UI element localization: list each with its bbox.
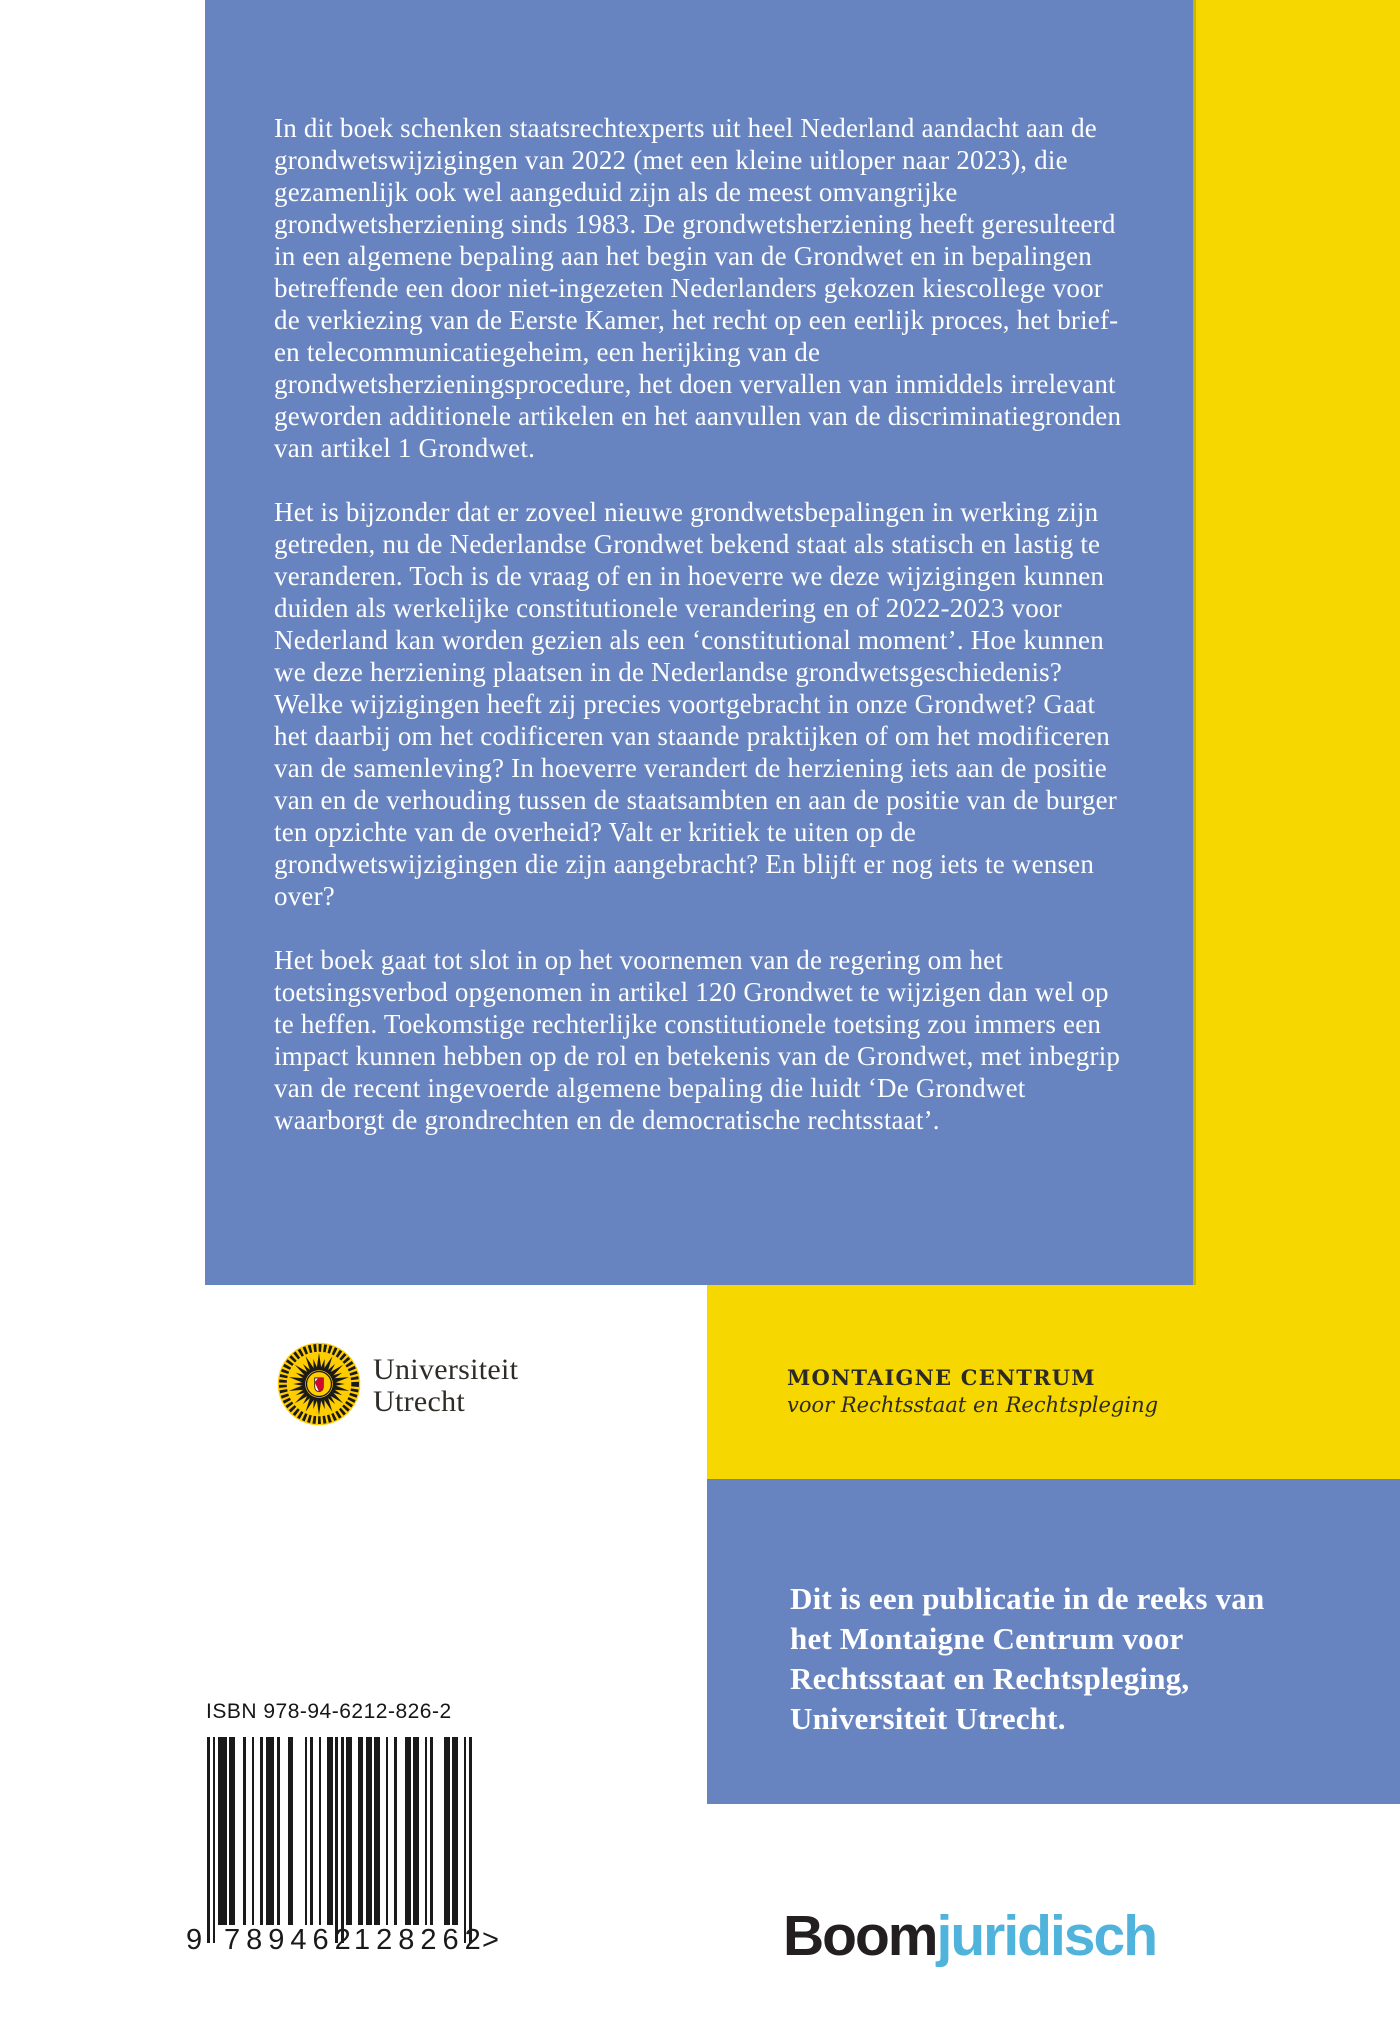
- barcode-digit-group1: 789462: [224, 1924, 357, 1956]
- ean-barcode: [207, 1737, 472, 1943]
- publisher-logo-boom: Boom: [783, 1904, 937, 1968]
- uu-wordmark-line2: Utrecht: [373, 1385, 466, 1418]
- isbn-label: ISBN 978-94-6212-826-2: [206, 1700, 452, 1723]
- uu-wordmark-line1: Universiteit: [373, 1353, 519, 1386]
- blurb-paragraph-3: Het boek gaat tot slot in op het voornemen van de regering om het toetsingsverbod opgenomen in artikel 120 Grondwet te wijzigen dan wel op te heffen. Toekomstige rechterlijke constitutionele toetsing zou immers een impact kunnen hebben op de rol en betekenis van de Grondwet, met inbegrip van de recent ingevoerde algemene bepaling die luidt ‘De Grondwet waarborgt de grondrechten en de democratische rechtsstaat’.: [274, 945, 1121, 1135]
- publication-note: Dit is een publicatie in de reeks van het Montaigne Centrum voor Rechtsstaat en Rechtspleging, Universiteit Utrecht.: [790, 1581, 1265, 1736]
- blurb-paragraph-2: Het is bijzonder dat er zoveel nieuwe grondwetsbepalingen in werking zijn getreden, nu de Nederlandse Grondwet bekend staat als statisch en lastig te veranderen. Toch is de vraag of en in hoeverre we deze wijzigingen kunnen duiden als werkelijke constitutionele verandering en of 2022-2023 voor Nederland kan worden gezien als een ‘constitutional moment’. Hoe kunnen we deze herziening plaatsen in de Nederlandse grondwetsgeschiedenis? Welke wijzigingen heeft zij precies voortgebracht in onze Grondwet? Gaat het daarbij om het codificeren van staande praktijken of om het modificeren van de samenleving? In hoeverre verandert de herziening iets aan de positie van en de verhouding tussen de staatsambten en aan de positie van de burger ten opzichte van de overheid? Valt er kritiek te uiten op de grondwetswijzigingen die zijn aangebracht? En blijft er nog iets te wensen over?: [274, 497, 1117, 911]
- barcode-digit-lead: 9: [186, 1924, 203, 1956]
- uu-sun-logo-icon: [276, 1341, 362, 1427]
- yellow-side-strip: [1193, 0, 1400, 1285]
- blurb-paragraph-1: In dit boek schenken staatsrechtexperts uit heel Nederland aandacht aan de grondwetswijzigingen van 2022 (met een kleine uitloper naar 2023), die gezamenlijk ook wel aangeduid zijn als de meest omvangrijke grondwetsherziening sinds 1983. De grondwetsherziening heeft geresulteerd in een algemene bepaling aan het begin van de Grondwet en in bepalingen betreffende een door niet-ingezeten Nederlanders gekozen kiescollege voor de verkiezing van de Eerste Kamer, het recht op een eerlijk proces, het brief- en telecommunicatiegeheim, een herijking van de grondwetsherzieningsprocedure, het doen vervallen van inmiddels irrelevant geworden additionele artikelen en het aanvullen van de discriminatiegronden van artikel 1 Grondwet.: [274, 113, 1122, 463]
- montaigne-band: [707, 1285, 1400, 1479]
- publication-panel: [707, 1479, 1400, 1804]
- publisher-logo: [783, 1903, 1156, 1969]
- barcode-digits: [170, 1924, 520, 1956]
- montaigne-centrum-subtitle: voor Rechtsstaat en Rechtspleging: [787, 1393, 1159, 1417]
- blurb-panel: [205, 0, 1193, 1285]
- uu-wordmark: [373, 1354, 518, 1418]
- barcode-digit-group2: 128262: [354, 1924, 487, 1956]
- montaigne-centrum-title: MONTAIGNE CENTRUM: [787, 1365, 1096, 1390]
- publisher-logo-juridisch: juridisch: [936, 1904, 1157, 1968]
- barcode-arrow: >: [482, 1924, 499, 1956]
